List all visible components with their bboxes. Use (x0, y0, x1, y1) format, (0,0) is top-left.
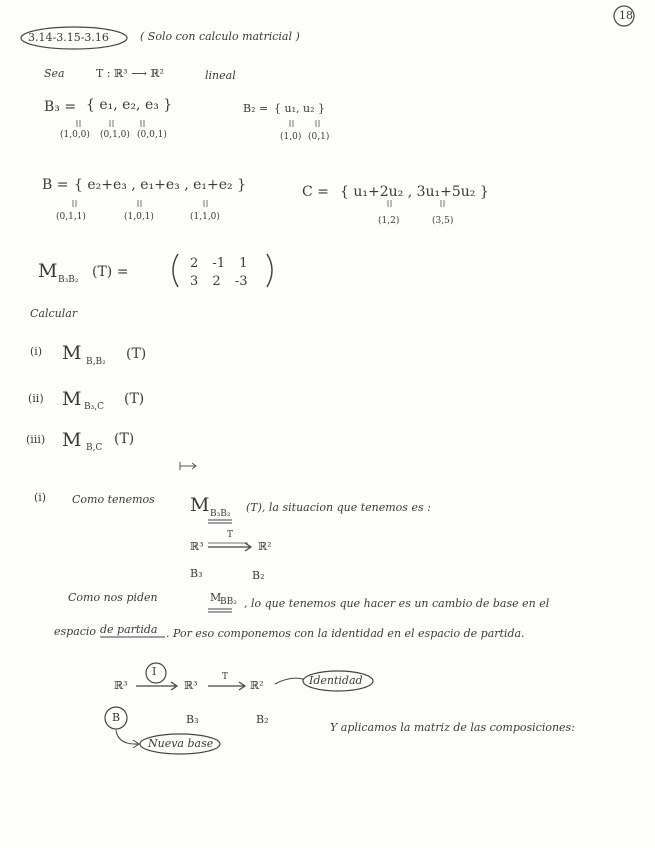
final-line: Y aplicamos la matriz de las composiciones: (330, 721, 575, 734)
matrix-cell: -1 (212, 256, 226, 271)
diagram2-identidad: Identidad (309, 674, 363, 687)
diagram1-to-basis: B₂ (252, 569, 265, 582)
c-coord-2: (3,5) (432, 216, 454, 226)
diagram2-r1: ℝ³ (114, 679, 128, 692)
b-coord-3: (1,1,0) (190, 212, 220, 222)
para1-m: M (210, 591, 222, 604)
c-set: { u₁+2u₂ , 3u₁+5u₂ } (340, 184, 489, 200)
diagram2-b3: B₃ (186, 713, 199, 726)
question-3-label: (iii) (26, 433, 46, 446)
header-note: ( Solo con calculo matricial ) (140, 30, 300, 43)
b2-set: { u₁, u₂ } (274, 102, 325, 115)
b-coord-2: (1,0,1) (124, 212, 154, 222)
linear-map: T : ℝ³ ⟶ ℝ² (96, 67, 164, 80)
question-2-sub: B₃,C (84, 402, 104, 412)
b3-coord-2: (0,1,0) (100, 130, 130, 140)
b3-label: B₃ = (44, 99, 77, 115)
b3-set: { e₁, e₂, e₃ } (86, 97, 173, 113)
b2-label: B₂ = (243, 102, 269, 115)
given-matrix-sub: B₃B₂ (58, 275, 79, 285)
b2-coord-2: (0,1) (308, 132, 330, 142)
diagram2-r3: ℝ² (250, 679, 264, 692)
sea-label: Sea (44, 67, 65, 80)
para1-b: , lo que tenemos que hacer es un cambio de base en el (244, 597, 550, 610)
matrix-cell: 1 (239, 256, 248, 271)
solution-text-2: (T), la situacion que tenemos es : (246, 501, 431, 514)
para2-b: . Por eso componemos con la identidad en el espacio de partida. (166, 627, 525, 640)
para2-underlined: de partida (100, 623, 158, 636)
matrix-cell: -3 (234, 274, 248, 289)
diagram1-to: ℝ² (258, 540, 272, 553)
matrix-row-1 (190, 256, 248, 271)
diagram1-from-basis: B₃ (190, 567, 203, 580)
question-3-m: M (62, 429, 82, 451)
question-1-sub: B,B₂ (86, 357, 106, 367)
question-2-m: M (62, 388, 82, 410)
diagram2-nueva-base: Nueva base (148, 737, 214, 750)
diagram2-b2: B₂ (256, 713, 269, 726)
solution-text-1: Como tenemos (72, 493, 155, 506)
matrix-cell: 3 (190, 274, 199, 289)
calcular-label: Calcular (30, 307, 78, 320)
b3-coord-3: (0,0,1) (137, 130, 167, 140)
b-coord-1: (0,1,1) (56, 212, 86, 222)
question-1-m: M (62, 342, 82, 364)
question-1-arg: (T) (126, 346, 147, 362)
matrix-cell: 2 (212, 274, 221, 289)
diagram2-i: I (152, 665, 157, 678)
question-3-arg: (T) (114, 431, 135, 447)
question-2-label: (ii) (28, 392, 44, 405)
b3-coord-1: (1,0,0) (60, 130, 90, 140)
b-set: { e₂+e₃ , e₁+e₃ , e₁+e₂ } (74, 177, 246, 193)
solution-m-sub: B₃B₂ (210, 509, 231, 519)
given-matrix-m: M (38, 260, 58, 282)
diagram1-arrow-label: T (227, 530, 234, 540)
b2-coord-1: (1,0) (280, 132, 302, 142)
exercise-ref: 3.14-3.15-3.16 (28, 31, 109, 44)
solution-label: (i) (34, 491, 47, 504)
c-label: C = (302, 184, 329, 200)
question-2-arg: (T) (124, 391, 145, 407)
diagram1-from: ℝ³ (190, 540, 204, 553)
matrix-cell: 2 (190, 256, 199, 271)
diagram2-b-circled: B (112, 711, 121, 724)
linear-label: lineal (205, 69, 236, 82)
para1-sub: BB₂ (220, 597, 237, 607)
page-number: 18 (619, 9, 633, 22)
matrix-row-2 (190, 274, 248, 289)
diagram2-r2: ℝ³ (184, 679, 198, 692)
para2-a: espacio (54, 625, 97, 638)
b-label: B = (42, 177, 69, 193)
diagram2-t: T (222, 672, 229, 682)
given-matrix-arg: (T) = (92, 264, 129, 280)
c-coord-1: (1,2) (378, 216, 400, 226)
para1-a: Como nos piden (68, 591, 158, 604)
question-1-label: (i) (30, 345, 43, 358)
question-3-sub: B,C (86, 443, 103, 453)
solution-m: M (190, 494, 210, 516)
